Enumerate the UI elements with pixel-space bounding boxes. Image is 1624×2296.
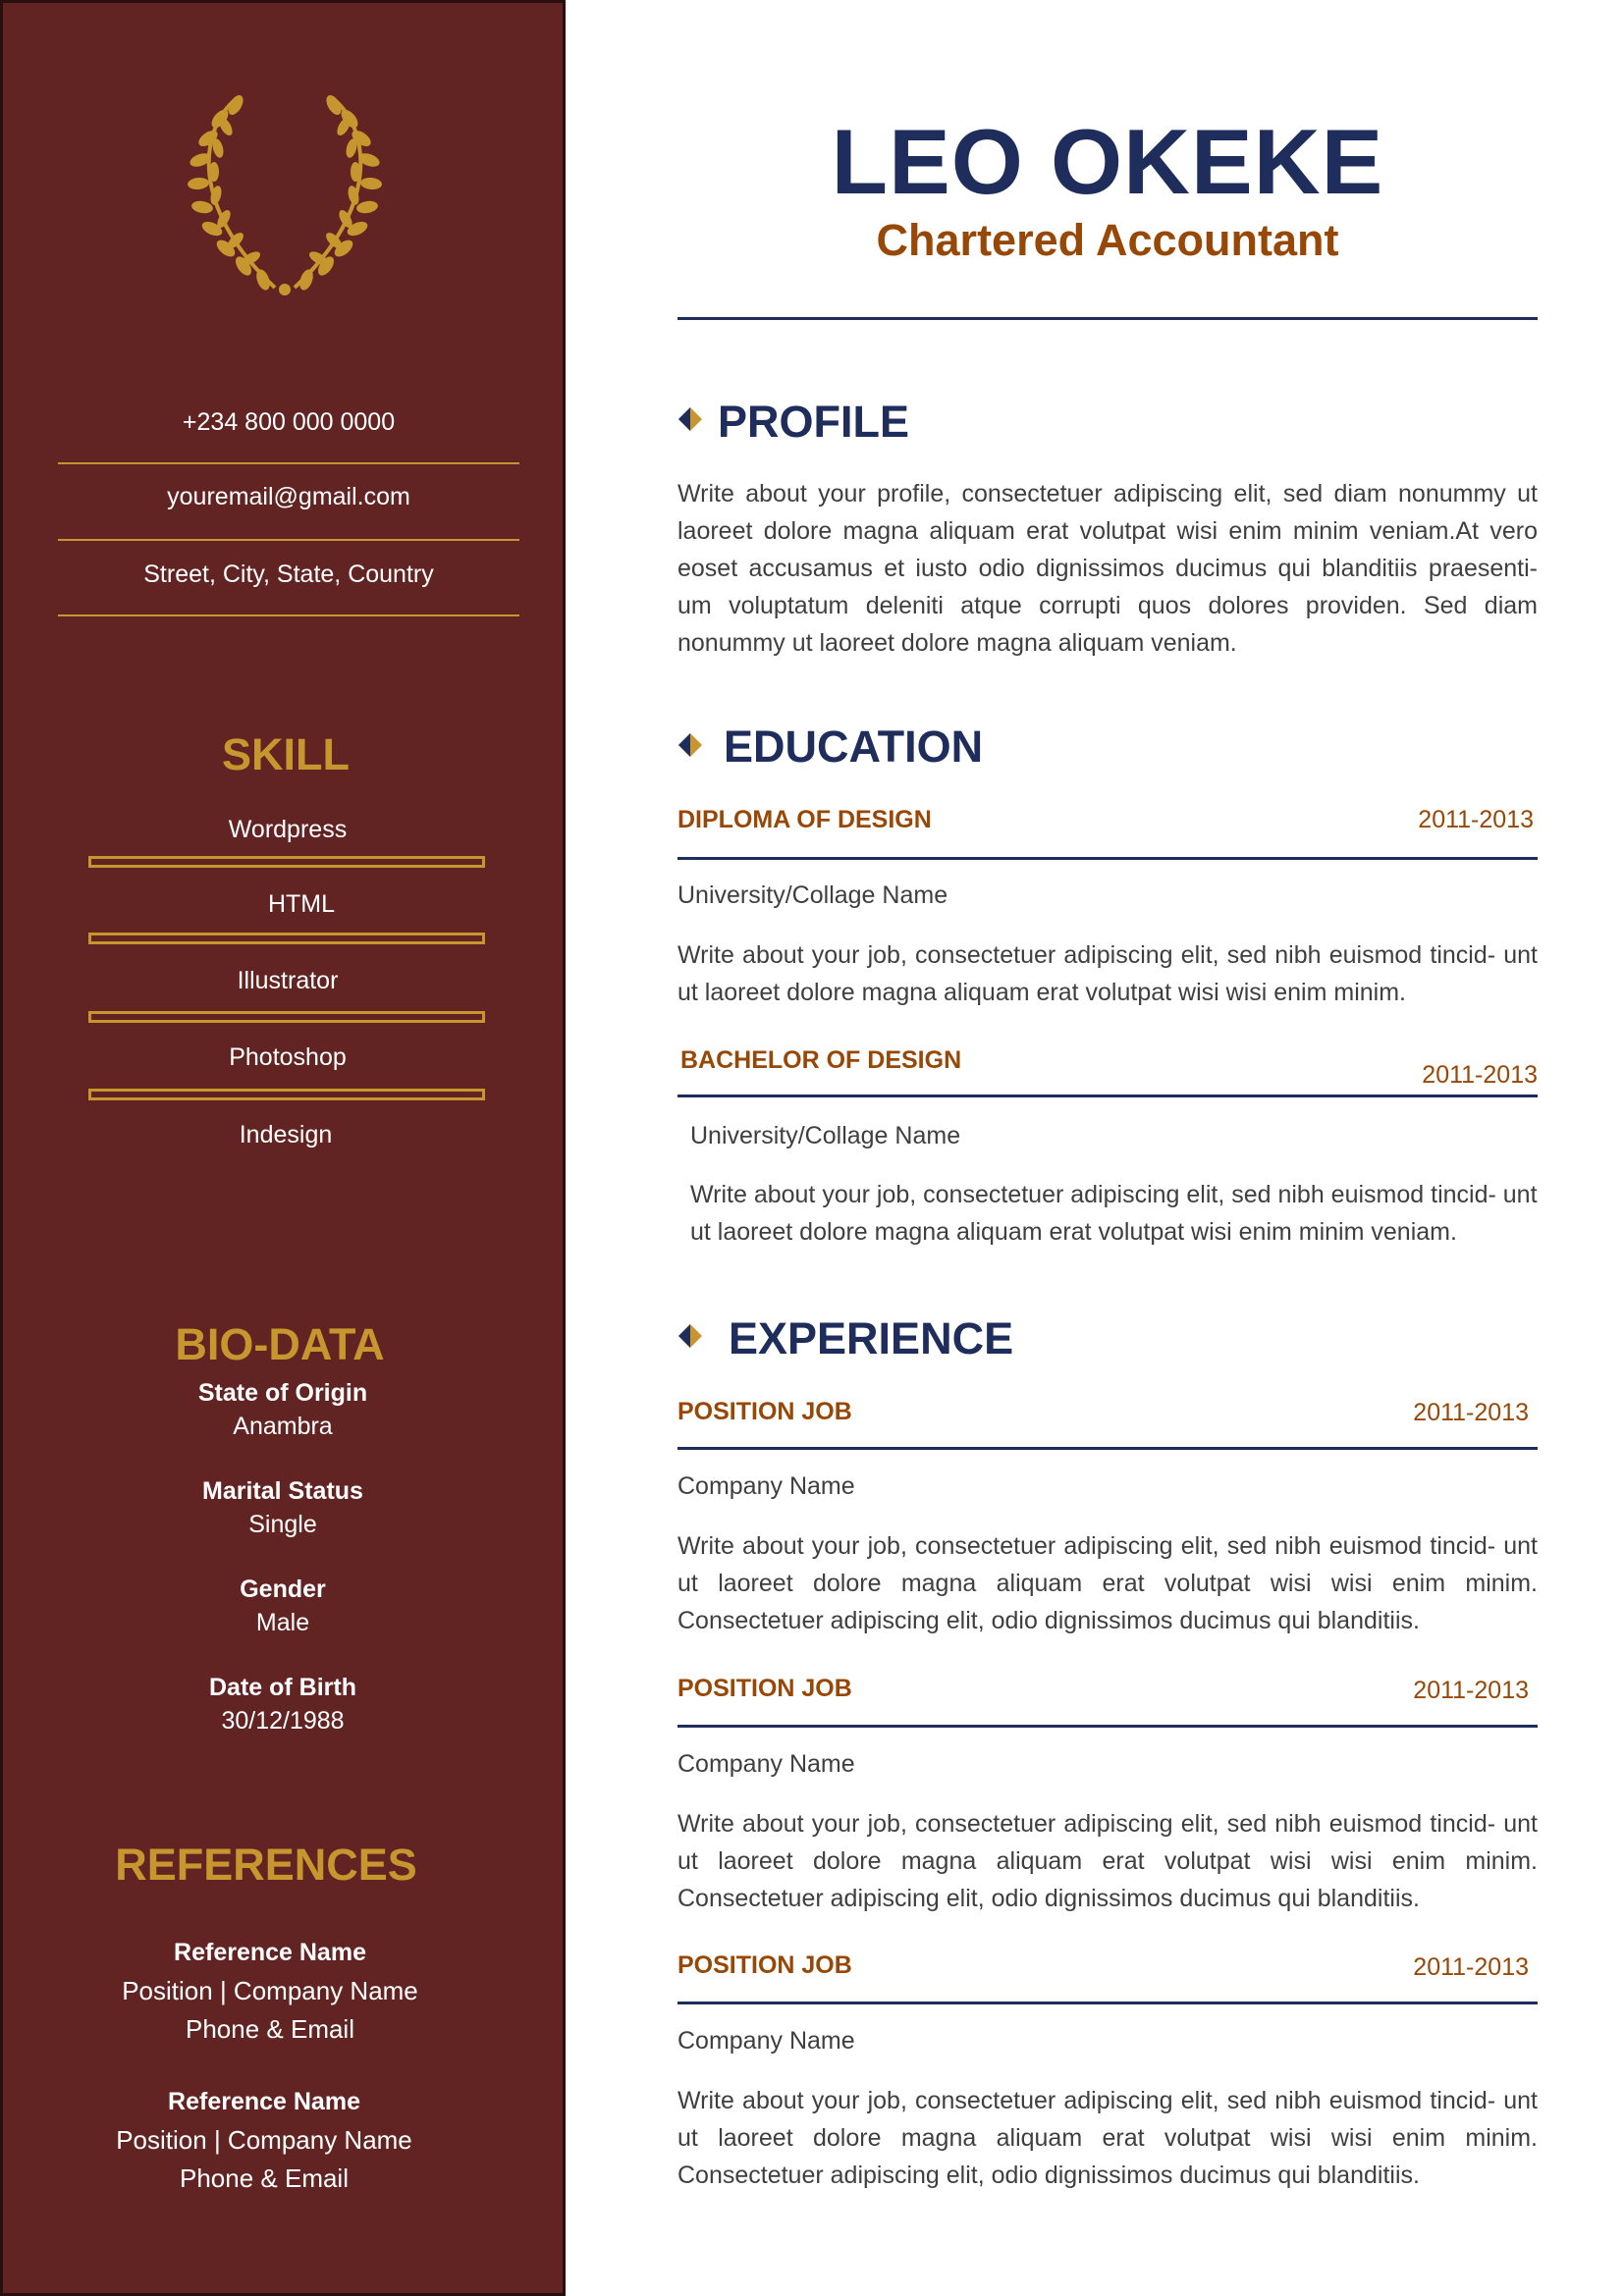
education-title: DIPLOMA OF DESIGN: [677, 806, 932, 833]
sidebar: [0, 0, 566, 2296]
company-name: Company Name: [677, 1472, 855, 1500]
person-name: LEO OKEKE: [831, 110, 1384, 213]
education-text: Write about your job, consectetuer adipiscing elit, sed nibh euismod tincid- unt ut laoreet dolore magna aliquam erat volutpat wisi enim minim veniam.: [690, 1181, 1586, 1246]
experience-title: POSITION JOB: [677, 1398, 852, 1425]
skills-heading: SKILL: [222, 729, 350, 779]
institution-name: University/Collage Name: [677, 881, 948, 909]
contact-phone: +234 800 000 0000: [182, 408, 396, 436]
skill-label: Indesign: [239, 1121, 333, 1148]
entry-divider: [677, 1725, 1538, 1728]
company-name: Company Name: [677, 1750, 855, 1778]
entry-divider: [677, 1447, 1538, 1450]
profile-text: Write about your profile, consectetuer adipiscing elit, sed diam nonummy ut laoreet dolore magna aliquam erat volutpat wisi enim minim veniam.At vero eoset accusamus et iusto odio dignissimos ducimus qui blanditiis praesenti- um voluptatum deleniti atque corrupti quos dolores providen. Sed diam nonummy ut laoreet dolore magna aliquam veniam.: [677, 480, 1538, 657]
institution-name: University/Collage Name: [690, 1122, 961, 1149]
biodata-value: Male: [255, 1609, 310, 1636]
reference-name: Reference Name: [174, 1939, 366, 1966]
biodata-value: Anambra: [233, 1413, 333, 1440]
experience-years: 2011-2013: [1413, 1953, 1529, 1981]
contact-address: Street, City, State, Country: [143, 561, 434, 588]
reference-position: Position | Company Name: [122, 1976, 418, 2005]
biodata-label: Marital Status: [202, 1477, 363, 1505]
skill-label: HTML: [267, 890, 336, 918]
education-years: 2011-2013: [1422, 1061, 1538, 1089]
contact-divider: [58, 539, 519, 541]
diamond-bullet-icon: [677, 406, 703, 432]
skill-bar: [88, 856, 485, 868]
reference-name: Reference Name: [168, 2088, 360, 2115]
contact-divider: [58, 614, 519, 616]
entry-divider: [677, 857, 1538, 860]
education-years: 2011-2013: [1418, 806, 1534, 833]
diamond-bullet-icon: [677, 732, 703, 758]
reference-contact: Phone & Email: [180, 2163, 349, 2193]
entry-divider: [677, 2002, 1538, 2004]
education-heading: EDUCATION: [724, 721, 984, 772]
header-divider: [677, 317, 1538, 320]
biodata-heading: BIO-DATA: [175, 1319, 385, 1369]
experience-years: 2011-2013: [1413, 1399, 1529, 1426]
biodata-value: Single: [248, 1511, 317, 1538]
skill-bar: [88, 933, 485, 944]
education-text: Write about your job, consectetuer adipiscing elit, sed nibh euismod tincid- unt ut laoreet dolore magna aliquam erat volutpat wisi wisi enim minim.: [677, 941, 1538, 1006]
experience-heading: EXPERIENCE: [729, 1313, 1014, 1363]
skill-label: Illustrator: [237, 967, 339, 994]
experience-title: POSITION JOB: [677, 1675, 852, 1702]
references-heading: REFERENCES: [115, 1840, 417, 1890]
skill-bar: [88, 1089, 485, 1100]
diamond-bullet-icon: [677, 1323, 703, 1349]
contact-divider: [58, 462, 519, 464]
biodata-label: Date of Birth: [209, 1674, 356, 1701]
profile-heading: PROFILE: [718, 397, 910, 447]
entry-divider: [677, 1095, 1538, 1097]
company-name: Company Name: [677, 2027, 855, 2055]
experience-text: Write about your job, consectetuer adipiscing elit, sed nibh euismod tincid- unt ut laoreet dolore magna aliquam erat volutpat wisi wisi enim minim. Consectetuer adipiscing elit, odio dignissimos ducimus qui blanditiis.: [677, 1810, 1538, 1912]
contact-email[interactable]: youremail@gmail.com: [167, 483, 410, 510]
laurel-wreath-icon: [177, 91, 393, 297]
experience-text: Write about your job, consectetuer adipiscing elit, sed nibh euismod tincid- unt ut laoreet dolore magna aliquam erat volutpat wisi wisi enim minim. Consectetuer adipiscing elit, odio dignissimos ducimus qui blanditiis.: [677, 1532, 1538, 1634]
reference-contact: Phone & Email: [186, 2014, 354, 2044]
biodata-label: Gender: [240, 1575, 326, 1603]
job-title: Chartered Accountant: [876, 215, 1339, 265]
experience-title: POSITION JOB: [677, 1951, 852, 1979]
experience-text: Write about your job, consectetuer adipiscing elit, sed nibh euismod tincid- unt ut laoreet dolore magna aliquam erat volutpat wisi wisi enim minim. Consectetuer adipiscing elit, odio dignissimos ducimus qui blanditiis.: [677, 2087, 1538, 2189]
biodata-label: State of Origin: [197, 1379, 368, 1407]
education-title: BACHELOR OF DESIGN: [680, 1046, 962, 1074]
skill-bar: [88, 1011, 485, 1023]
skill-label: Wordpress: [228, 816, 348, 843]
biodata-value: 30/12/1988: [221, 1707, 345, 1735]
experience-years: 2011-2013: [1413, 1677, 1529, 1704]
reference-position: Position | Company Name: [116, 2125, 412, 2155]
skill-label: Photoshop: [229, 1043, 347, 1071]
